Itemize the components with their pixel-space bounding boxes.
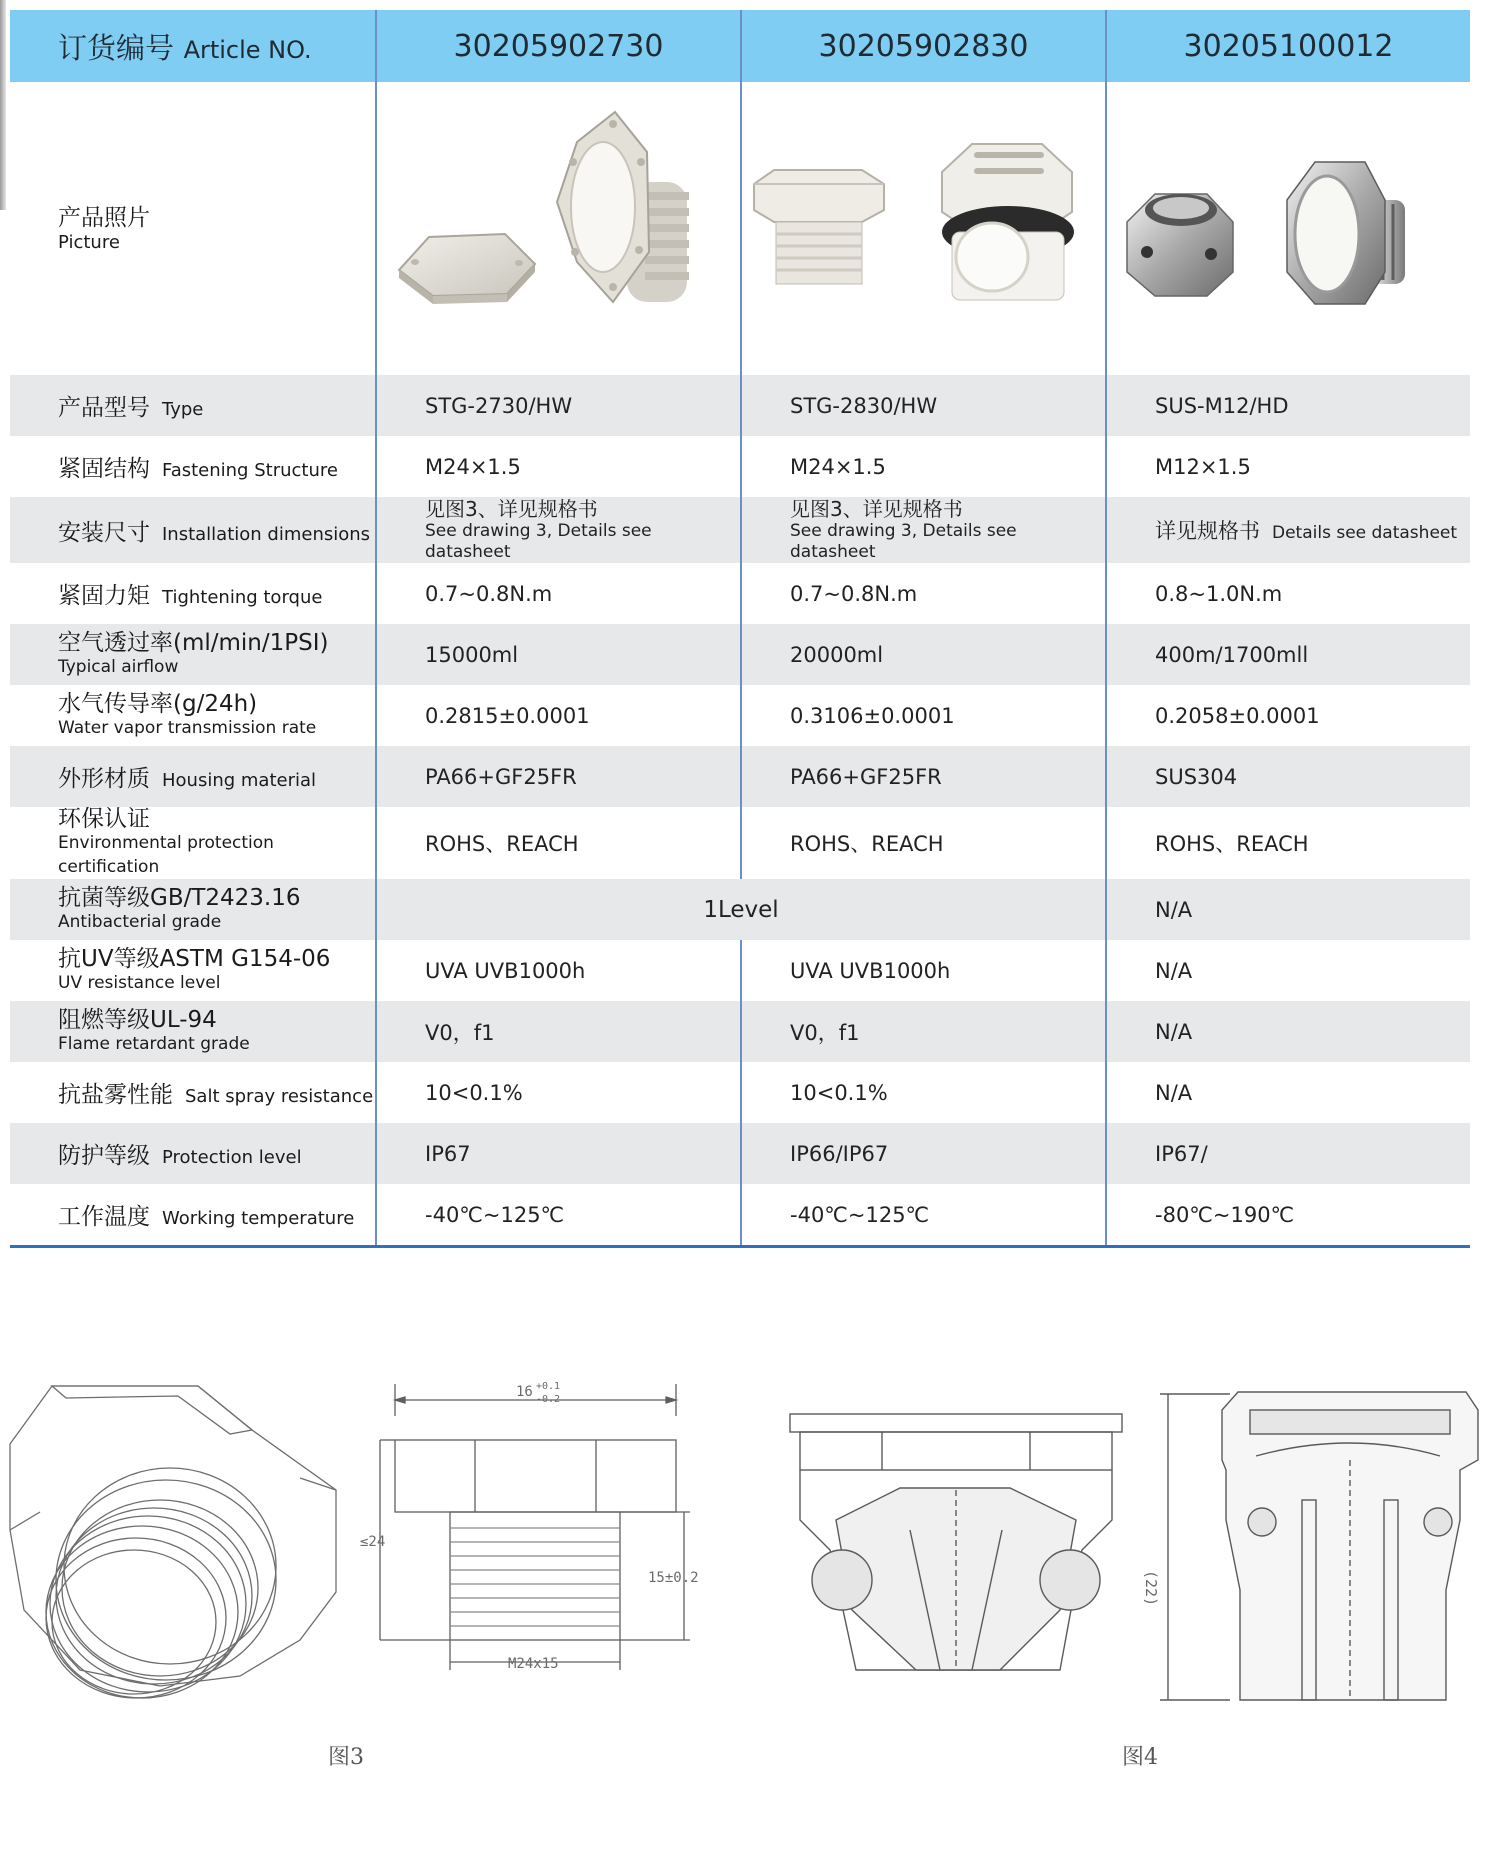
row-label-en: Salt spray resistance [185, 1086, 374, 1107]
picture-row [10, 82, 1470, 375]
row-label-en: Housing material [162, 770, 317, 791]
row-label-en: Tightening torque [162, 587, 323, 608]
spec-row-label [10, 497, 376, 563]
row-label-en: Flame retardant grade [58, 1033, 250, 1054]
row-label-en: Type [162, 399, 204, 420]
value-cell: -40℃~125℃ [376, 1184, 741, 1247]
value-cell: M24×1.5 [376, 436, 741, 497]
value-cell: 10<0.1% [741, 1062, 1106, 1123]
vent-plug-photo-1 [377, 82, 742, 375]
value-cell: N/A [1106, 1062, 1470, 1123]
value-line-cn: 见图3、详见规格书 [425, 497, 598, 521]
value-cell: STG-2730/HW [376, 375, 741, 436]
fig4-dim-height-label: (22) [1142, 1570, 1160, 1607]
fig3-caption: 图3 [328, 1745, 364, 1770]
value-cell: SUS-M12/HD [1106, 375, 1470, 436]
row-label-en: Water vapor transmission rate [58, 717, 317, 738]
value-cell: 0.8~1.0N.m [1106, 563, 1470, 624]
header-row [10, 10, 1470, 82]
spec-row-label [10, 940, 376, 1001]
scrollbar-edge [0, 0, 6, 210]
spec-table [10, 10, 1470, 1248]
row-label-cn: 紧固力矩 [58, 583, 150, 609]
value-cell: 15000ml [376, 624, 741, 685]
article-no-3: 30205100012 [1106, 10, 1470, 82]
value-cell: N/A [1106, 1001, 1470, 1062]
fig3-isometric-drawing [10, 1386, 336, 1698]
fig3-dimension-labels [360, 1381, 699, 1672]
spec-row [10, 563, 1470, 624]
spec-row [10, 1123, 1470, 1184]
spec-row [10, 1062, 1470, 1123]
value-cell: 20000ml [741, 624, 1106, 685]
row-label-en: Environmental protection certification [58, 833, 274, 877]
spec-row [10, 1001, 1470, 1062]
value-cell: 0.2815±0.0001 [376, 685, 741, 746]
spec-row-label [10, 375, 376, 436]
spec-row-label [10, 1123, 376, 1184]
value-cell: IP67/ [1106, 1123, 1470, 1184]
value-cell: SUS304 [1106, 746, 1470, 807]
row-label-en: Fastening Structure [162, 460, 338, 481]
vent-plug-photo-2 [742, 82, 1107, 375]
row-label-cn: 水气传导率(g/24h) [58, 690, 258, 717]
fig4-section-drawing-right [1160, 1392, 1478, 1700]
value-cell: ROHS、REACH [376, 807, 741, 879]
row-label-en: Typical airflow [58, 656, 179, 677]
row-label-cn: 阻燃等级UL-94 [58, 1006, 217, 1033]
value-cell: 10<0.1% [376, 1062, 741, 1123]
dim-thread-length-label: 15±0.2 [648, 1570, 699, 1586]
vent-plug-photo-3 [1107, 82, 1471, 375]
spec-row-label [10, 1001, 376, 1062]
value-cell [1106, 497, 1470, 563]
value-cell: -40℃~125℃ [741, 1184, 1106, 1247]
value-line-en: See drawing 3, Details see datasheet [790, 521, 1017, 562]
spec-row [10, 879, 1470, 940]
spec-row-label [10, 746, 376, 807]
dim-thread-label: M24x15 [508, 1656, 559, 1672]
value-cell: ROHS、REACH [1106, 807, 1470, 879]
value-line-en: See drawing 3, Details see datasheet [425, 521, 652, 562]
value-cell: V0，f1 [376, 1001, 741, 1062]
value-cell: N/A [1106, 940, 1470, 1001]
spec-row [10, 940, 1470, 1001]
dim-height-label: ≤24 [360, 1534, 386, 1550]
value-cell: -80℃~190℃ [1106, 1184, 1470, 1247]
row-label-en: UV resistance level [58, 972, 221, 993]
spec-row [10, 624, 1470, 685]
spec-row-label [10, 436, 376, 497]
spec-row [10, 807, 1470, 879]
value-cell: 0.7~0.8N.m [741, 563, 1106, 624]
row-label-en: Working temperature [162, 1208, 355, 1229]
technical-drawings [0, 1370, 1500, 1790]
row-label-cn: 空气透过率(ml/min/1PSI) [58, 629, 329, 656]
spec-row-label [10, 685, 376, 746]
spec-row [10, 436, 1470, 497]
row-label-cn: 外形材质 [58, 766, 150, 792]
spec-row-label [10, 624, 376, 685]
picture-label [10, 82, 376, 375]
spec-row [10, 746, 1470, 807]
row-label-en: Installation dimensions [162, 523, 371, 545]
value-cell: ROHS、REACH [741, 807, 1106, 879]
value-cell: IP67 [376, 1123, 741, 1184]
value-cell: M24×1.5 [741, 436, 1106, 497]
value-cell: V0，f1 [741, 1001, 1106, 1062]
value-cell: 0.3106±0.0001 [741, 685, 1106, 746]
value-line-cn: 见图3、详见规格书 [790, 497, 963, 521]
spec-row-label [10, 807, 376, 879]
row-label-cn: 环保认证 [58, 806, 150, 832]
value-cell: N/A [1106, 879, 1470, 940]
row-label-cn: 抗菌等级GB/T2423.16 [58, 884, 301, 911]
header-label-cn: 订货编号 [58, 30, 175, 65]
value-cell: 0.7~0.8N.m [376, 563, 741, 624]
value-cell [376, 497, 741, 563]
product-photo-3 [1106, 82, 1470, 375]
dim-width-tol-upper: +0.1 [536, 1381, 561, 1392]
article-no-header [10, 10, 376, 82]
value-cell: PA66+GF25FR [741, 746, 1106, 807]
article-no-2: 30205902830 [741, 10, 1106, 82]
dim-width-tol-lower: -0.2 [536, 1394, 561, 1405]
spec-row-label [10, 1184, 376, 1247]
spec-row-label [10, 1062, 376, 1123]
spec-row [10, 497, 1470, 563]
product-photo-2 [741, 82, 1106, 375]
header-label-en: Article NO. [183, 35, 312, 64]
fig3-side-view-drawing [380, 1384, 690, 1670]
row-label-cn: 安装尺寸 [58, 519, 150, 546]
spec-row [10, 685, 1470, 746]
spec-row-label [10, 879, 376, 940]
row-label-cn: 工作温度 [58, 1204, 150, 1230]
value-cell: 0.2058±0.0001 [1106, 685, 1470, 746]
value-cell: PA66+GF25FR [376, 746, 741, 807]
value-cell: 400m/1700mll [1106, 624, 1470, 685]
fig4-caption: 图4 [1122, 1745, 1158, 1770]
value-cell: UVA UVB1000h [376, 940, 741, 1001]
value-cn: 详见规格书 [1155, 519, 1260, 543]
value-cell: IP66/IP67 [741, 1123, 1106, 1184]
merged-value-cell: 1Level [376, 879, 1106, 940]
spec-row [10, 375, 1470, 436]
product-photo-1 [376, 82, 741, 375]
picture-label-cn: 产品照片 [58, 204, 150, 231]
value-cell [741, 497, 1106, 563]
value-en: Details see datasheet [1272, 523, 1458, 543]
row-label-en: Protection level [162, 1147, 302, 1168]
row-label-cn: 抗盐雾性能 [58, 1082, 173, 1108]
row-label-cn: 抗UV等级ASTM G154-06 [58, 945, 331, 972]
value-cell: STG-2830/HW [741, 375, 1106, 436]
value-cell: M12×1.5 [1106, 436, 1470, 497]
fig4-section-drawing-left [790, 1414, 1122, 1670]
row-label-cn: 产品型号 [58, 395, 150, 421]
dim-width-label: 16 [516, 1384, 533, 1400]
row-label-cn: 紧固结构 [58, 456, 150, 482]
spec-row-label [10, 563, 376, 624]
picture-label-en: Picture [58, 231, 120, 253]
value-cell: UVA UVB1000h [741, 940, 1106, 1001]
row-label-en: Antibacterial grade [58, 911, 222, 932]
article-no-1: 30205902730 [376, 10, 741, 82]
spec-row [10, 1184, 1470, 1247]
row-label-cn: 防护等级 [58, 1143, 150, 1169]
